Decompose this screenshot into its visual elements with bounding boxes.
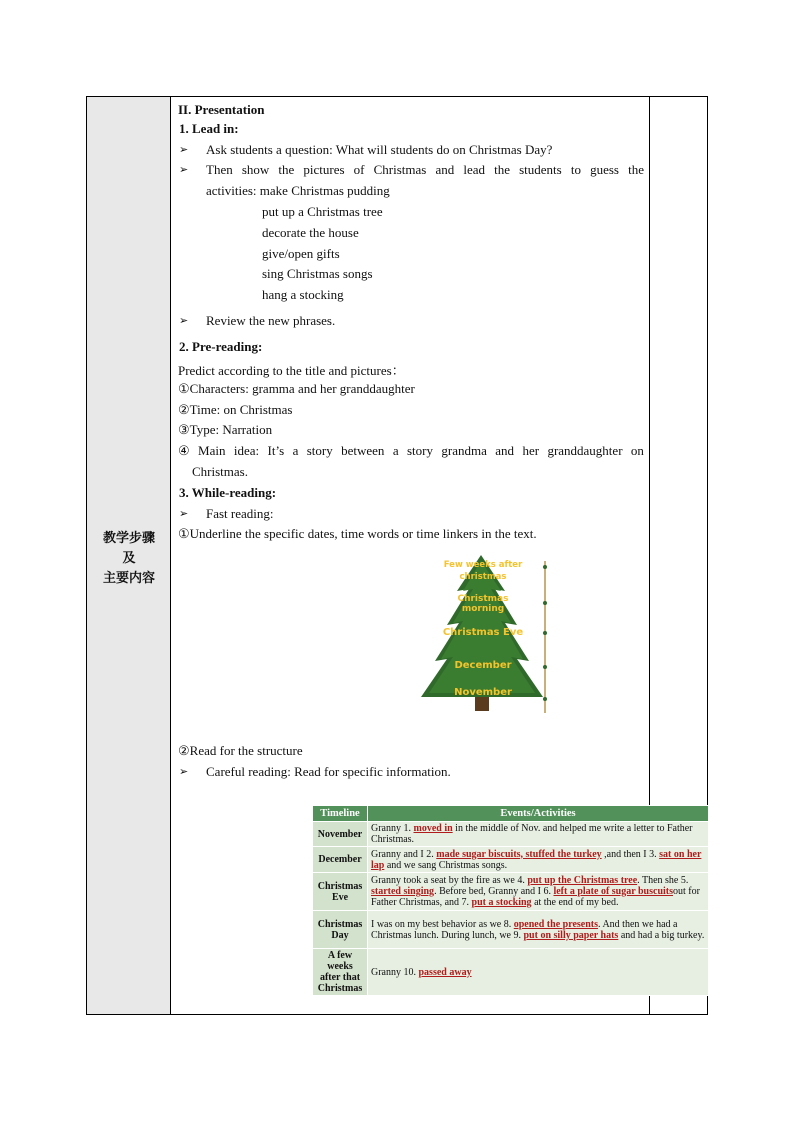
timeline-table: [312, 805, 709, 996]
prediction-type: ③Type: Narration: [178, 422, 273, 437]
event-text: Granny took a seat by the fire as we 4.: [371, 875, 528, 886]
arrow-bullet-icon: ➢: [179, 507, 189, 520]
table-row: [313, 847, 709, 873]
side-label-line: 及: [122, 551, 136, 566]
lead-in-instruction: [206, 162, 644, 178]
lead-in-heading: 1. Lead in:: [179, 121, 239, 136]
word: granddaughter: [547, 443, 623, 458]
activity-item: sing Christmas songs: [262, 266, 373, 281]
table-header: Timeline: [313, 806, 368, 822]
word: show: [241, 162, 270, 177]
prediction-main-idea: [178, 443, 644, 459]
word: the: [278, 162, 295, 177]
event-text: Granny 10.: [371, 966, 419, 978]
word: Christmas: [373, 162, 427, 177]
review-phrases: Review the new phrases.: [206, 313, 336, 328]
table-header: Events/Activities: [368, 806, 709, 822]
tree-label: November: [454, 687, 512, 698]
event-text: Granny and I 2.: [371, 848, 437, 860]
arrow-bullet-icon: ➢: [179, 765, 189, 778]
word: grandma: [441, 443, 487, 458]
event-text: . Before bed, Granny and I 6.: [434, 886, 554, 897]
activity-item: hang a stocking: [262, 287, 344, 302]
timeline-cell: Christmas Day: [313, 911, 368, 949]
prediction-characters: ①Characters: gramma and her granddaughter: [178, 381, 415, 396]
word: the: [494, 162, 510, 177]
answer-text: passed away: [418, 966, 472, 978]
timeline-cell: Christmas Eve: [313, 873, 368, 911]
event-cell: [368, 847, 709, 873]
word: of: [353, 162, 365, 177]
answer-text: moved in: [413, 823, 453, 834]
tree-label: morning: [461, 604, 505, 614]
tree-label: December: [454, 660, 512, 671]
word: Main: [198, 443, 226, 458]
word: and: [435, 162, 455, 177]
event-text: . And then we had a Christmas lunch. During lunch, we 9.: [371, 918, 678, 941]
answer-text: put a stocking: [471, 897, 532, 908]
word: students: [519, 162, 562, 177]
pre-reading-intro: Predict according to the title and pictures：: [178, 363, 405, 378]
event-cell: [368, 949, 709, 996]
table-row: [313, 873, 709, 911]
event-cell: [368, 873, 709, 911]
side-label: [87, 529, 171, 589]
word: Then: [206, 162, 233, 177]
answer-text: sat on her lap: [371, 848, 702, 871]
table-row: [313, 822, 709, 847]
answer-text: put on silly paper hats: [523, 929, 619, 941]
word: her: [522, 443, 540, 458]
answer-text: started singing: [371, 886, 435, 897]
side-label-line: 教学步骤: [102, 531, 155, 546]
word: a: [292, 443, 299, 458]
side-label-line: 主要内容: [102, 571, 155, 586]
side-column: [87, 97, 171, 1014]
word: story: [306, 443, 333, 458]
word: pictures: [303, 162, 345, 177]
tree-label: Christmas: [457, 594, 509, 604]
table-row: [313, 911, 709, 949]
event-text: Granny 1.: [371, 823, 414, 834]
timeline-cell: December: [313, 847, 368, 873]
timeline-cell: November: [313, 822, 368, 847]
lesson-plan-table: [86, 96, 708, 1015]
word: ④: [178, 443, 190, 458]
activity-item: decorate the house: [262, 225, 359, 240]
event-text: . Then she 5.: [637, 875, 689, 886]
event-text: out for Father Christmas, and 7.: [371, 886, 700, 908]
event-cell: [368, 911, 709, 949]
word: and: [495, 443, 515, 458]
arrow-bullet-icon: ➢: [179, 163, 189, 176]
table-header-row: [313, 806, 709, 822]
tree-label: christmas: [459, 572, 507, 582]
word: guess: [590, 162, 619, 177]
word: between: [341, 443, 385, 458]
answer-text: opened the presents: [513, 918, 599, 930]
answer-text: put up the Christmas tree: [527, 875, 638, 886]
lead-in-instruction-cont: activities: make Christmas pudding: [206, 183, 390, 198]
tree-label: Few weeks after: [443, 560, 523, 570]
pre-reading-heading: 2. Pre-reading:: [179, 339, 263, 354]
timeline-cell: A few weeks after that Christmas: [313, 949, 368, 996]
prediction-time: ②Time: on Christmas: [178, 402, 293, 417]
section-title: II. Presentation: [178, 102, 265, 117]
event-cell: [368, 822, 709, 847]
event-text: at the end of my bed.: [531, 897, 619, 908]
arrow-bullet-icon: ➢: [179, 143, 189, 156]
while-reading-heading: 3. While-reading:: [179, 485, 277, 500]
event-text: and we sang Christmas songs.: [384, 859, 508, 871]
prediction-main-idea-cont: Christmas.: [192, 464, 248, 479]
activity-item: put up a Christmas tree: [262, 204, 383, 219]
answer-text: left a plate of sugar buscuits: [553, 886, 674, 897]
word: story: [407, 443, 433, 458]
careful-reading-label: Careful reading: Read for specific information.: [206, 764, 451, 779]
event-text: and had a big turkey.: [618, 929, 705, 941]
activity-item: give/open gifts: [262, 246, 340, 261]
lead-in-question: Ask students a question: What will students do on Christmas Day?: [206, 142, 553, 157]
christmas-tree-icon: [421, 553, 551, 718]
table-row: [313, 949, 709, 996]
word: It’s: [267, 443, 285, 458]
tree-label: Christmas Eve: [442, 627, 524, 638]
event-text: ,and then I 3.: [601, 848, 660, 860]
event-text: I was on my best behavior as we 8.: [371, 918, 514, 930]
word: lead: [463, 162, 485, 177]
word: a: [392, 443, 399, 458]
word: on: [630, 443, 644, 458]
answer-text: made sugar biscuits, stuffed the turkey: [436, 848, 602, 860]
arrow-bullet-icon: ➢: [179, 314, 189, 327]
event-text: in the middle of Nov. and helped me write a letter to Father Christmas.: [371, 823, 693, 845]
underline-task: ①Underline the specific dates, time words or time linkers in the text.: [178, 526, 537, 541]
christmas-tree-timeline: [421, 553, 551, 718]
word: idea:: [233, 443, 260, 458]
structure-task: ②Read for the structure: [178, 743, 303, 758]
word: the: [628, 162, 644, 177]
word: to: [570, 162, 581, 177]
fast-reading-label: Fast reading:: [206, 506, 274, 521]
